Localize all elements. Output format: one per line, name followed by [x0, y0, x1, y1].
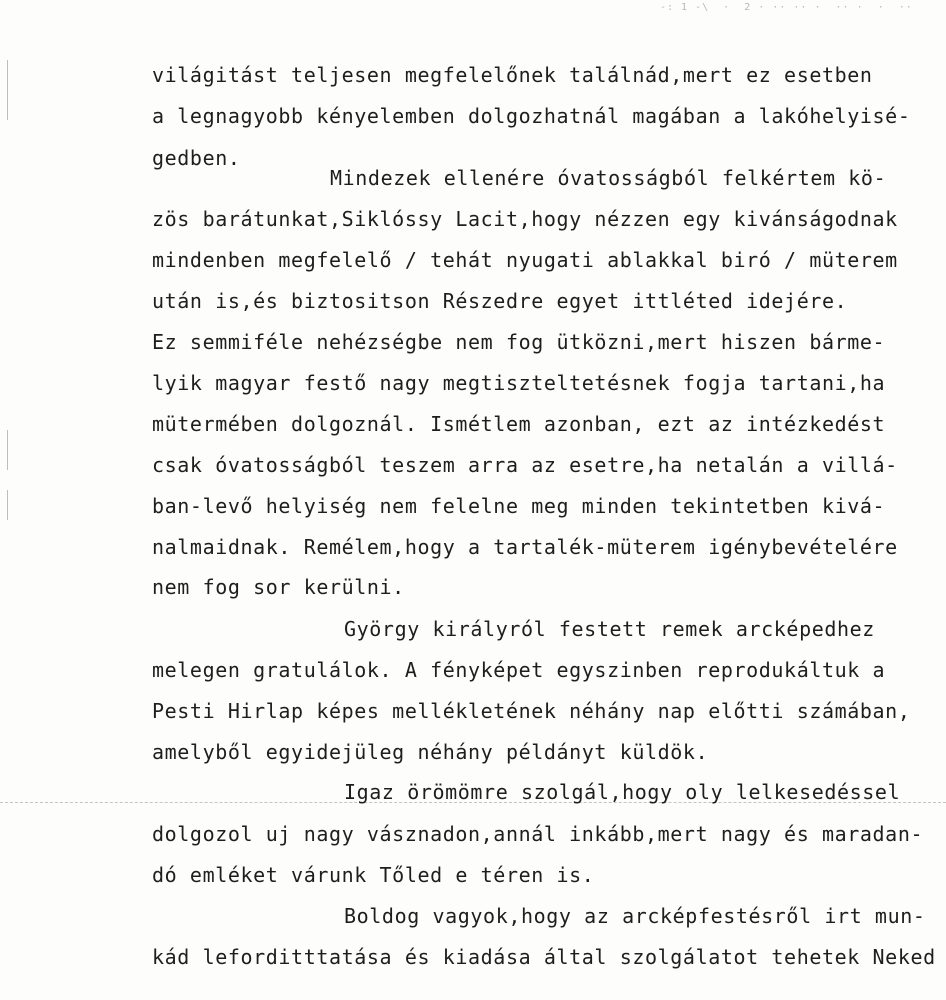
text-line: csak óvatosságból teszem arra az esetre,ha netalán a villá-	[152, 453, 898, 477]
text-line: Igaz örömömre szolgál,hogy oly lelkesedéssel	[344, 780, 901, 804]
text-line: Mindezek ellenére óvatosságból felkértem kö-	[330, 166, 887, 190]
text-line: zös barátunkat,Siklóssy Lacit,hogy nézzen egy kivánságodnak	[152, 207, 898, 231]
text-line: amelyből egyidejüleg néhány példányt küldök.	[152, 740, 709, 764]
text-line: lyik magyar festő nagy megtiszteltetésnek fogja tartani,ha	[152, 371, 886, 395]
text-line: Boldog vagyok,hogy az arcképfestésről irt mun-	[344, 904, 926, 928]
text-line: Ez semmiféle nehézségbe nem fog ütközni,mert hiszen bárme-	[152, 330, 886, 354]
text-line: dó emléket várunk Tőled e téren is.	[152, 863, 595, 887]
text-line: György királyról festett remek arcképedhez	[344, 617, 875, 641]
text-line: nalmaidnak. Remélem,hogy a tartalék-müterem igénybevételére	[152, 535, 898, 559]
header-fragment: -: 1 -\ · 2 · ·· ·· · ·· · · ··	[660, 2, 913, 13]
text-line: ban-levő helyiség nem felelne meg minden tekintetben kivá-	[152, 494, 886, 518]
text-line: világitást teljesen megfelelőnek találnád,mert ez esetben	[152, 63, 873, 87]
text-line: nem fog sor kerülni.	[152, 575, 405, 599]
text-line: mütermében dolgoznál. Ismétlem azonban, ezt az intézkedést	[152, 412, 886, 436]
text-line: a legnagyobb kényelemben dolgozhatnál magában a lakóhelyisé-	[152, 104, 911, 128]
text-line: mindenben megfelelő / tehát nyugati ablakkal biró / müterem	[152, 248, 898, 272]
text-line: Pesti Hirlap képes mellékletének néhány nap előtti számában,	[152, 699, 911, 723]
margin-mark	[7, 430, 8, 470]
text-line: melegen gratulálok. A fényképet egyszinben reprodukáltuk a	[152, 658, 886, 682]
margin-mark	[7, 60, 8, 120]
text-line: dolgozol uj nagy vásznadon,annál inkább,mert nagy és maradan-	[152, 822, 924, 846]
text-line: kád leforditttatása és kiadása által szolgálatot tehetek Neked	[152, 945, 936, 969]
text-line: gedben.	[152, 146, 241, 170]
text-line: után is,és biztositson Részedre egyet ittléted idejére.	[152, 289, 848, 313]
margin-mark	[7, 490, 8, 520]
